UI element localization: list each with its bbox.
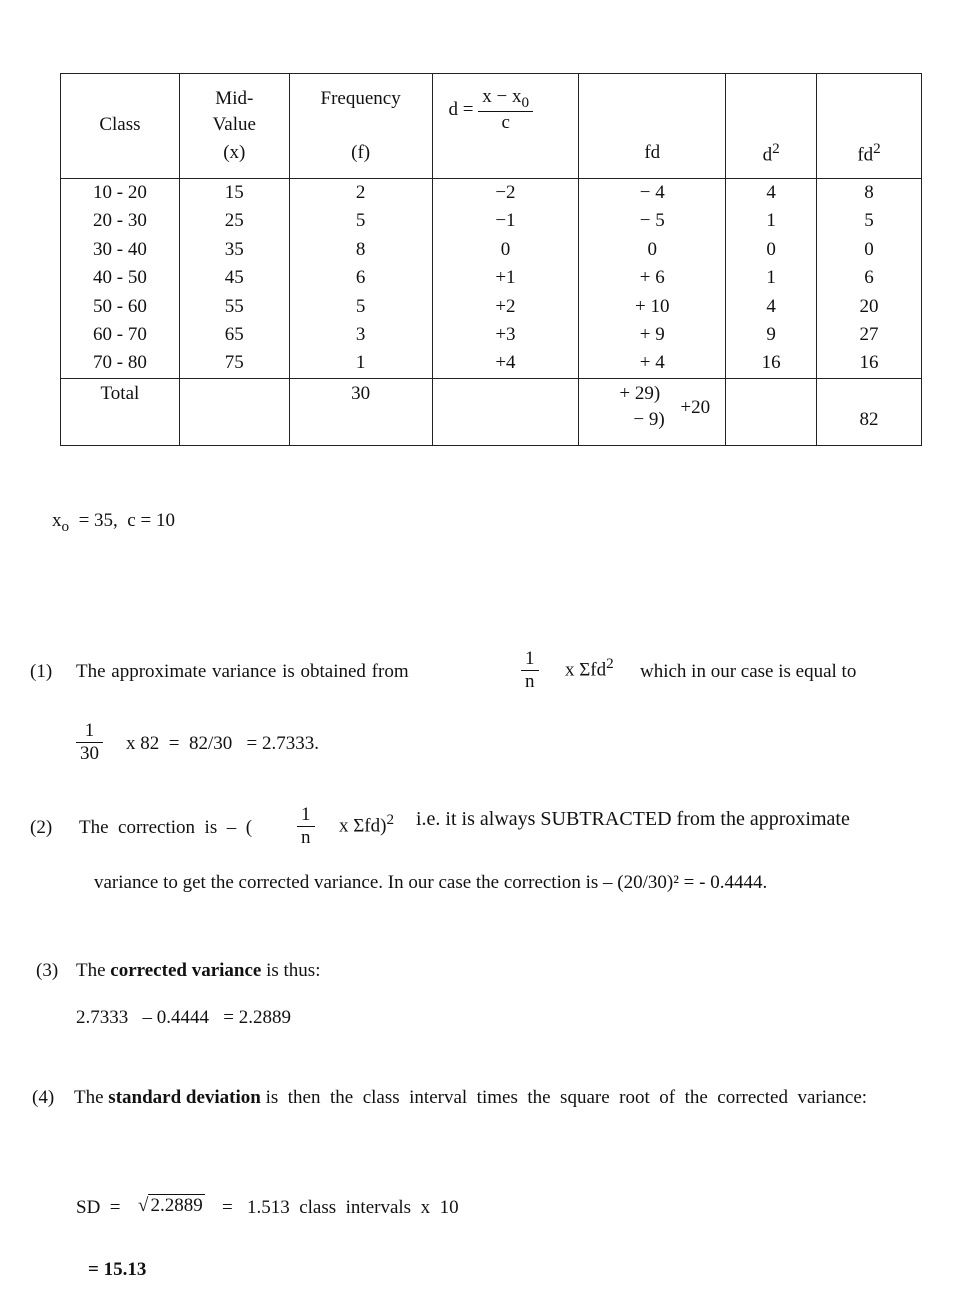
step1-text: The approximate variance is obtained from bbox=[76, 661, 409, 682]
table-cell: 1 bbox=[766, 210, 776, 232]
table-cell: 8 bbox=[864, 182, 874, 203]
table-cell: 20 - 30 bbox=[93, 210, 147, 232]
table-cell: −2 bbox=[495, 182, 516, 203]
header-frequency: Frequency (f) bbox=[289, 74, 432, 179]
column-d-squared bbox=[726, 179, 817, 379]
total-frequency: 30 bbox=[289, 378, 432, 445]
table-cell: 70 - 80 bbox=[93, 352, 147, 374]
column-frequency bbox=[289, 179, 432, 379]
table-cell: 5 bbox=[864, 210, 874, 232]
table-cell: +2 bbox=[495, 295, 516, 317]
table-cell: 35 bbox=[224, 238, 244, 260]
table-cell: 55 bbox=[224, 295, 244, 317]
parameters-line: $x_o = 35$, c = 10 bbox=[52, 510, 175, 535]
column-fd bbox=[579, 179, 726, 379]
total-empty bbox=[179, 378, 289, 445]
table-cell: 8 bbox=[355, 238, 366, 260]
total-label: Total bbox=[61, 378, 180, 445]
table-cell: 15 bbox=[224, 182, 244, 203]
table-cell: 4 bbox=[766, 295, 776, 317]
column-fd-squared bbox=[817, 179, 922, 379]
frequency-table bbox=[60, 73, 922, 446]
table-cell: + 6 bbox=[639, 267, 665, 289]
table-cell: +4 bbox=[495, 352, 516, 374]
total-fd: + 29) − 9) +20 bbox=[579, 378, 726, 445]
step4-number: (4) bbox=[32, 1087, 55, 1108]
total-fd-squared: 82 bbox=[817, 378, 922, 445]
table-cell: 25 bbox=[224, 210, 244, 232]
step1-sum: x Σfd$^2$ bbox=[565, 655, 614, 681]
step1-fraction: $\frac{1}{n}$ bbox=[521, 648, 539, 693]
table-cell: +1 bbox=[495, 267, 516, 289]
sd-label: SD = bbox=[76, 1197, 121, 1218]
table-cell: 0 bbox=[500, 238, 511, 260]
step1-number: (1) bbox=[30, 661, 53, 682]
table-cell: 0 bbox=[864, 238, 874, 260]
header-fd-squared: $fd^2$ bbox=[817, 74, 922, 179]
table-cell: −1 bbox=[495, 210, 516, 232]
table-cell: + 10 bbox=[635, 295, 670, 317]
table-cell: 3 bbox=[355, 323, 366, 345]
table-cell: 45 bbox=[224, 267, 244, 289]
column-class bbox=[61, 179, 180, 379]
table-cell: +3 bbox=[495, 323, 516, 345]
table-cell: 4 bbox=[766, 182, 776, 203]
table-cell: 30 - 40 bbox=[93, 238, 147, 260]
table-cell: 1 bbox=[766, 267, 776, 289]
column-d bbox=[432, 179, 579, 379]
table-cell: 5 bbox=[355, 210, 366, 232]
header-class: Class bbox=[61, 74, 180, 179]
step2-number: (2) bbox=[30, 817, 53, 838]
table-cell: 16 bbox=[859, 352, 879, 374]
table-cell: 16 bbox=[761, 352, 781, 374]
header-d-squared: $d^2$ bbox=[726, 74, 817, 179]
step2-line2: variance to get the corrected variance. In our case the correction is – (20/30)² = - 0.4444. bbox=[94, 872, 768, 893]
header-fd: fd bbox=[579, 74, 726, 179]
table-cell: + 4 bbox=[639, 352, 665, 374]
step1-calc-fraction: $\frac{1}{30}$ bbox=[76, 720, 103, 765]
table-cell: 5 bbox=[355, 295, 366, 317]
table-cell: − 4 bbox=[639, 182, 665, 203]
table-cell: 20 bbox=[859, 295, 879, 317]
step2-text: The correction is – ( bbox=[79, 817, 253, 838]
table-cell: 65 bbox=[224, 323, 244, 345]
table-cell: 2 bbox=[355, 182, 366, 203]
table-cell: 1 bbox=[355, 352, 366, 374]
sd-result: = 15.13 bbox=[88, 1259, 147, 1280]
table-cell: 6 bbox=[355, 267, 366, 289]
table-cell: 6 bbox=[864, 267, 874, 289]
step1-text-end: which in our case is equal to bbox=[640, 661, 857, 682]
step2-text-end: i.e. it is always SUBTRACTED from the approximate bbox=[416, 808, 850, 830]
table-cell: 10 - 20 bbox=[93, 182, 147, 203]
header-mid-value: Mid- Value (x) bbox=[179, 74, 289, 179]
table-cell: 0 bbox=[647, 238, 658, 260]
step3-calc: 2.7333 – 0.4444 = 2.2889 bbox=[76, 1007, 291, 1028]
header-d-formula: d = $\frac{x - x_0}{c}$ bbox=[432, 74, 579, 179]
table-cell: + 9 bbox=[639, 323, 665, 345]
total-empty bbox=[726, 378, 817, 445]
step1-calc: x 82 = 82/30 = 2.7333. bbox=[126, 733, 319, 754]
table-cell: 50 - 60 bbox=[93, 295, 147, 317]
step3-text: The corrected variance is thus: bbox=[76, 960, 321, 981]
column-mid-value bbox=[179, 179, 289, 379]
total-empty bbox=[432, 378, 579, 445]
step3-number: (3) bbox=[36, 960, 59, 981]
table-cell: − 5 bbox=[639, 210, 665, 232]
table-cell: 40 - 50 bbox=[93, 267, 147, 289]
d-fraction: $\frac{x - x_0}{c}$ bbox=[478, 86, 533, 134]
step2-fraction: $\frac{1}{n}$ bbox=[297, 804, 315, 849]
sd-square-root: √ 2.2889 bbox=[138, 1195, 203, 1216]
step2-sum: x Σfd)$^2$ bbox=[339, 811, 395, 837]
table-cell: 75 bbox=[224, 352, 244, 374]
table-cell: 0 bbox=[766, 238, 776, 260]
table-cell: 60 - 70 bbox=[93, 323, 147, 345]
sd-calc: = 1.513 class intervals x 10 bbox=[222, 1197, 459, 1218]
step4-text: The standard deviation is then the class interval times the square root of the corrected variance: bbox=[74, 1087, 868, 1108]
table-cell: 27 bbox=[859, 323, 879, 345]
table-cell: 9 bbox=[766, 323, 776, 345]
